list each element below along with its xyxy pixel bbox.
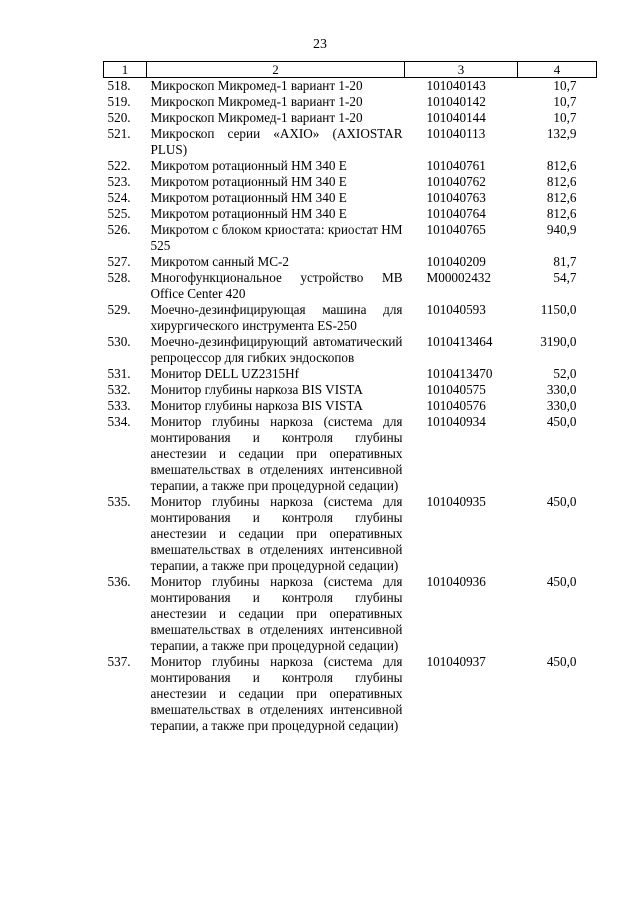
item-name: Моечно-дезинфицирующий автоматический репроцессор для гибких эндоскопов [150,334,403,365]
item-name: Монитор глубины наркоза (система для монтирования и контроля глубины анестезии и седации при оперативных вмешательствах в отделениях интенсивной терапии, а также при процедурной седации) [150,414,403,493]
item-name: Микротом ротационный НМ 340 Е [150,206,347,221]
item-value: 132,9 [546,126,577,141]
table-row [104,398,597,414]
column-header: 4 [518,62,597,78]
inventory-code: 101040764 [426,206,486,221]
item-name: Многофункциональное устройство MB Office Center 420 [150,270,403,301]
inventory-code: 1010413464 [426,334,493,349]
item-value: 940,9 [546,222,577,237]
inventory-code: 101040761 [426,158,486,173]
row-number: 523. [107,174,131,189]
table-row [104,334,597,366]
item-value: 330,0 [546,382,577,397]
row-number: 536. [107,574,131,589]
row-number: 534. [107,414,131,429]
table-row [104,222,597,254]
table-row [104,174,597,190]
inventory-code: 101040937 [426,654,486,669]
item-value: 52,0 [553,366,577,381]
table-row [104,158,597,174]
item-name: Микроскоп серии «AXIO» (AXIOSTAR PLUS) [150,126,403,157]
column-header: 3 [405,62,518,78]
inventory-code: 101040143 [426,78,486,93]
inventory-code: 101040763 [426,190,486,205]
table-row [104,78,597,95]
row-number: 532. [107,382,131,397]
item-name: Микротом санный МС-2 [150,254,289,269]
inventory-code: 101040576 [426,398,486,413]
table-row [104,94,597,110]
item-value: 1150,0 [540,302,577,317]
table-row [104,414,597,494]
item-name: Микротом ротационный НМ 340 Е [150,158,347,173]
row-number: 530. [107,334,131,349]
row-number: 526. [107,222,131,237]
row-number: 531. [107,366,131,381]
column-header: 2 [147,62,405,78]
table-row [104,254,597,270]
table-row [104,382,597,398]
item-name: Монитор глубины наркоза (система для монтирования и контроля глубины анестезии и седации при оперативных вмешательствах в отделениях интенсивной терапии, а также при процедурной седации) [150,574,403,653]
inventory-code: 101040765 [426,222,486,237]
table-row [104,206,597,222]
item-value: 450,0 [546,574,577,589]
inventory-code: 101040936 [426,574,486,589]
page-number: 23 [313,37,327,52]
item-value: 450,0 [546,414,577,429]
table-row [104,494,597,574]
row-number: 537. [107,654,131,669]
table-row [104,190,597,206]
table-row [104,366,597,382]
table-header-row [104,62,597,78]
item-name: Микротом ротационный НМ 340 Е [150,174,347,189]
item-name: Монитор глубины наркоза BIS VISTA [150,382,363,397]
item-value: 812,6 [546,206,577,221]
inventory-code: 101040113 [426,126,486,141]
table-row [104,110,597,126]
item-value: 10,7 [553,94,577,109]
row-number: 535. [107,494,131,509]
row-number: 529. [107,302,131,317]
inventory-code: 1010413470 [426,366,493,381]
item-value: 812,6 [546,174,577,189]
inventory-code: 101040209 [426,254,486,269]
column-header: 1 [104,62,147,78]
item-value: 54,7 [553,270,577,285]
item-name: Микротом ротационный НМ 340 Е [150,190,347,205]
item-name: Микроскоп Микромед-1 вариант 1-20 [150,78,363,93]
item-value: 812,6 [546,158,577,173]
inventory-code: 101040934 [426,414,486,429]
equipment-table [103,61,597,734]
inventory-code: 101040142 [426,94,486,109]
row-number: 521. [107,126,131,141]
table-row [104,126,597,158]
inventory-code: 101040762 [426,174,486,189]
inventory-code: 101040575 [426,382,486,397]
row-number: 520. [107,110,131,125]
table-row [104,270,597,302]
row-number: 518. [107,78,131,93]
row-number: 533. [107,398,131,413]
item-value: 10,7 [553,110,577,125]
row-number: 524. [107,190,131,205]
item-value: 812,6 [546,190,577,205]
row-number: 527. [107,254,131,269]
inventory-code: M00002432 [426,270,491,285]
row-number: 519. [107,94,131,109]
item-value: 3190,0 [540,334,577,349]
item-name: Микроскоп Микромед-1 вариант 1-20 [150,94,363,109]
row-number: 525. [107,206,131,221]
item-name: Монитор DELL UZ2315Hf [150,366,300,381]
table-row [104,574,597,654]
item-value: 450,0 [546,654,577,669]
item-value: 450,0 [546,494,577,509]
row-number: 522. [107,158,131,173]
item-value: 81,7 [553,254,577,269]
item-name: Монитор глубины наркоза (система для монтирования и контроля глубины анестезии и седации при оперативных вмешательствах в отделениях интенсивной терапии, а также при процедурной седации) [150,654,403,733]
item-name: Монитор глубины наркоза BIS VISTA [150,398,363,413]
inventory-code: 101040144 [426,110,486,125]
item-value: 330,0 [546,398,577,413]
inventory-code: 101040935 [426,494,486,509]
item-name: Микроскоп Микромед-1 вариант 1-20 [150,110,363,125]
row-number: 528. [107,270,131,285]
table-row [104,302,597,334]
inventory-code: 101040593 [426,302,486,317]
table-row [104,654,597,734]
item-name: Микротом с блоком криостата: криостат НМ 525 [150,222,403,253]
item-name: Монитор глубины наркоза (система для монтирования и контроля глубины анестезии и седации при оперативных вмешательствах в отделениях интенсивной терапии, а также при процедурной седации) [150,494,403,573]
item-name: Моечно-дезинфицирующая машина для хирургического инструмента ES-250 [150,302,403,333]
item-value: 10,7 [553,78,577,93]
